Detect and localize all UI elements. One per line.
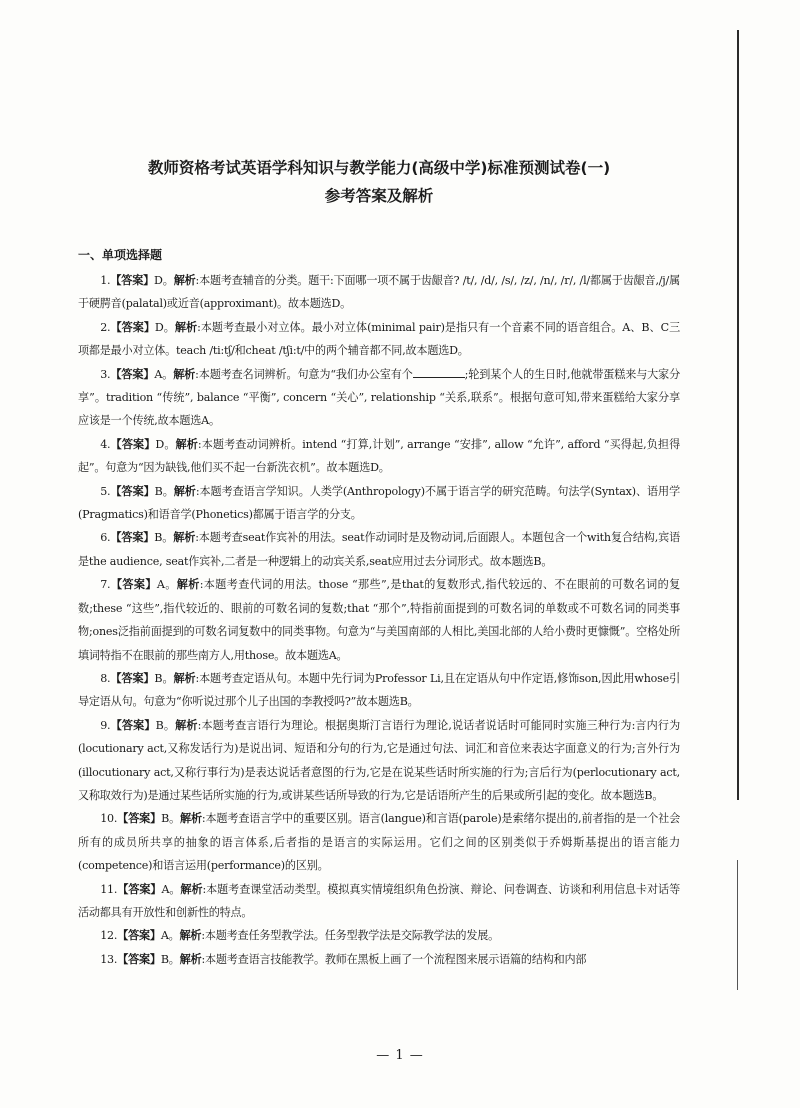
item-number: 8.	[100, 671, 111, 685]
answer-item	[78, 807, 680, 877]
answer-letter: D。	[154, 320, 175, 334]
answer-tag: 【答案】	[117, 812, 162, 826]
answer-tag: 【答案】	[110, 367, 155, 381]
analysis-tag: 解析	[180, 812, 202, 826]
answer-item	[78, 316, 680, 363]
answer-item	[78, 526, 680, 573]
analysis-tag: 解析	[179, 929, 202, 943]
answer-letter: B。	[161, 812, 181, 826]
fill-blank	[413, 366, 465, 378]
analysis-tag: 解析	[180, 882, 203, 896]
answer-letter: B。	[154, 671, 174, 685]
answer-item	[78, 667, 680, 714]
answer-letter: D。	[154, 274, 174, 287]
document-page	[78, 155, 680, 971]
analysis-tag: 解析	[173, 671, 196, 685]
answer-item	[78, 269, 680, 316]
answer-item	[78, 948, 680, 971]
analysis-tag: 解析	[173, 484, 196, 498]
analysis-tag: 解析	[179, 952, 202, 966]
document-subtitle: 参考答案及解析	[324, 187, 434, 205]
answer-tag: 【答案】	[110, 718, 156, 732]
section-heading: 一、单项选择题	[78, 248, 163, 262]
analysis-tag: 解析	[173, 274, 196, 287]
analysis-text: :本题考查名词辨析。句意为“我们办公室有个	[195, 367, 413, 381]
item-number: 3.	[100, 367, 111, 381]
answer-tag: 【答案】	[110, 671, 155, 685]
answer-tag: 【答案】	[110, 484, 155, 498]
answer-item	[78, 433, 680, 480]
item-number: 4.	[100, 437, 111, 451]
page-number: — 1 —	[376, 1048, 424, 1063]
item-number: 12.	[100, 929, 118, 943]
answer-list	[78, 269, 680, 971]
analysis-text: :本题考查言语行为理论。根据奥斯汀言语行为理论,说话者说话时可能同时实施三种行为:言内行为(locutionary act,又称发话行为)是说出词、短语和分句的行为,它是通过句法、词汇和音位来表达字面意义的行为;言外行为(illocutionary act,又称行事行为)是表达说话者意图的行为,它是在说某些话时所实施的行为;言后行为(perlocutionary act,又称取效行为)是通过某些话所实施的行为,或讲某些话所导致的行为,它是话语所产生的后果或所引起的变化。故本题选B。	[78, 718, 680, 802]
answer-letter: A。	[160, 929, 180, 943]
analysis-tag: 解析	[173, 531, 196, 545]
answer-tag: 【答案】	[117, 952, 161, 966]
item-number: 5.	[100, 484, 111, 498]
analysis-text: :本题考查seat作宾补的用法。seat作动词时是及物动词,后面跟人。本题包含一个with复合结构,宾语是the audience, seat作宾补,二者是一种逻辑上的动宾关系,seat应用过去分词形式。故本题选B。	[78, 531, 681, 568]
answer-tag: 【答案】	[117, 882, 162, 896]
analysis-text: :本题考查代词的用法。those “那些”,是that的复数形式,指代较远的、不在眼前的可数名词的复数;these “这些”,指代较近的、眼前的可数名词的复数;that “那个”,特指前面提到的可数名词的单数或不可数名词的同类事物;ones泛指前面提到的可数名词复数中的同类事物。句意为“与美国南部的人相比,美国北部的人给小费时更慷慨”。空格处所填词特指不在眼前的那些南方人,用those。故本题选A。	[78, 578, 680, 662]
answer-letter: A。	[161, 882, 181, 896]
answer-letter: B。	[160, 952, 180, 966]
answer-item	[78, 924, 680, 947]
item-number: 7.	[100, 578, 111, 592]
answer-tag: 【答案】	[110, 578, 157, 592]
analysis-text: :本题考查动词辨析。intend “打算,计划”, arrange “安排”, allow “允许”, afford “买得起,负担得起”。句意为“因为缺钱,他们买不起一台新洗衣机”。故本题选D。	[78, 437, 680, 475]
answer-tag: 【答案】	[117, 929, 161, 943]
analysis-tag: 解析	[176, 578, 200, 592]
item-number: 6.	[100, 531, 111, 545]
answer-item	[78, 714, 680, 808]
item-number: 11.	[100, 882, 118, 896]
analysis-text: :本题考查语言学知识。人类学(Anthropology)不属于语言学的研究范畴。句法学(Syntax)、语用学(Pragmatics)和语音学(Phonetics)都属于语言学的分支。	[78, 484, 680, 522]
analysis-text: :本题考查最小对立体。最小对立体(minimal pair)是指只有一个音素不同的语音组合。A、B、C三项都是最小对立体。teach /ti:tʃ/和cheat /tʃi:t/中的两个辅音都不同,故本题选D。	[78, 320, 681, 358]
analysis-text: :本题考查语言技能教学。教师在黑板上画了一个流程图来展示语篇的结构和内部	[201, 952, 587, 966]
analysis-tag: 解析	[175, 718, 198, 732]
analysis-text: :本题考查辅音的分类。题干:下面哪一项不属于齿龈音? /t/, /d/, /s/, /z/, /n/, /r/, /l/都属于齿龈音,/j/属于硬腭音(palatal)或近音(approximant)。故本题选D。	[78, 274, 680, 311]
answer-letter: B。	[154, 531, 174, 545]
item-number: 10.	[100, 812, 118, 826]
analysis-text: ;轮到某个人的生日时,他就带蛋糕来与大家分享”。tradition “传统”, balance “平衡”, concern “关心”, relationship “关系,联系”。根据句意可知,带来蛋糕给大家分享应该是一个传统,故本题选A。	[78, 367, 680, 428]
document-title: 教师资格考试英语学科知识与教学能力(高级中学)标准预测试卷(一)	[147, 159, 611, 177]
answer-tag: 【答案】	[110, 320, 155, 334]
answer-letter: B。	[154, 484, 174, 498]
analysis-text: :本题考查定语从句。本题中先行词为Professor Li,且在定语从句中作定语,修饰son,因此用whose引导定语从句。句意为“你听说过那个儿子出国的李教授吗?”故本题选B。	[78, 671, 680, 709]
analysis-text: :本题考查任务型教学法。任务型教学法是交际教学法的发展。	[201, 929, 499, 943]
answer-letter: A。	[156, 578, 177, 592]
answer-tag: 【答案】	[110, 437, 156, 451]
item-number: 9.	[100, 718, 111, 732]
analysis-text: :本题考查课堂活动类型。模拟真实情境组织角色扮演、辩论、问卷调查、访谈和利用信息卡对话等活动都具有开放性和创新性的特点。	[78, 882, 680, 919]
answer-item	[78, 878, 680, 925]
answer-item	[78, 480, 680, 527]
answer-letter: A。	[154, 367, 174, 381]
item-number: 2.	[100, 320, 111, 334]
answer-item	[78, 363, 680, 433]
analysis-tag: 解析	[174, 320, 198, 334]
analysis-tag: 解析	[173, 367, 196, 381]
margin-binding-line	[737, 30, 739, 800]
margin-binding-line-lower	[737, 860, 738, 990]
answer-tag: 【答案】	[110, 274, 155, 287]
item-number: 13.	[100, 952, 118, 966]
answer-letter: B。	[155, 718, 176, 732]
item-number: 1.	[100, 274, 111, 287]
answer-item	[78, 573, 680, 667]
analysis-text: :本题考查语言学中的重要区别。语言(langue)和言语(parole)是索绪尔提出的,前者指的是一个社会所有的成员所共享的抽象的语言体系,后者指的是语言的实际运用。它们之间的区别类似于乔姆斯基提出的语言能力(competence)和语言运用(performance)的区别。	[78, 812, 680, 873]
answer-letter: D。	[155, 437, 176, 451]
analysis-tag: 解析	[175, 437, 198, 451]
answer-tag: 【答案】	[110, 531, 155, 545]
